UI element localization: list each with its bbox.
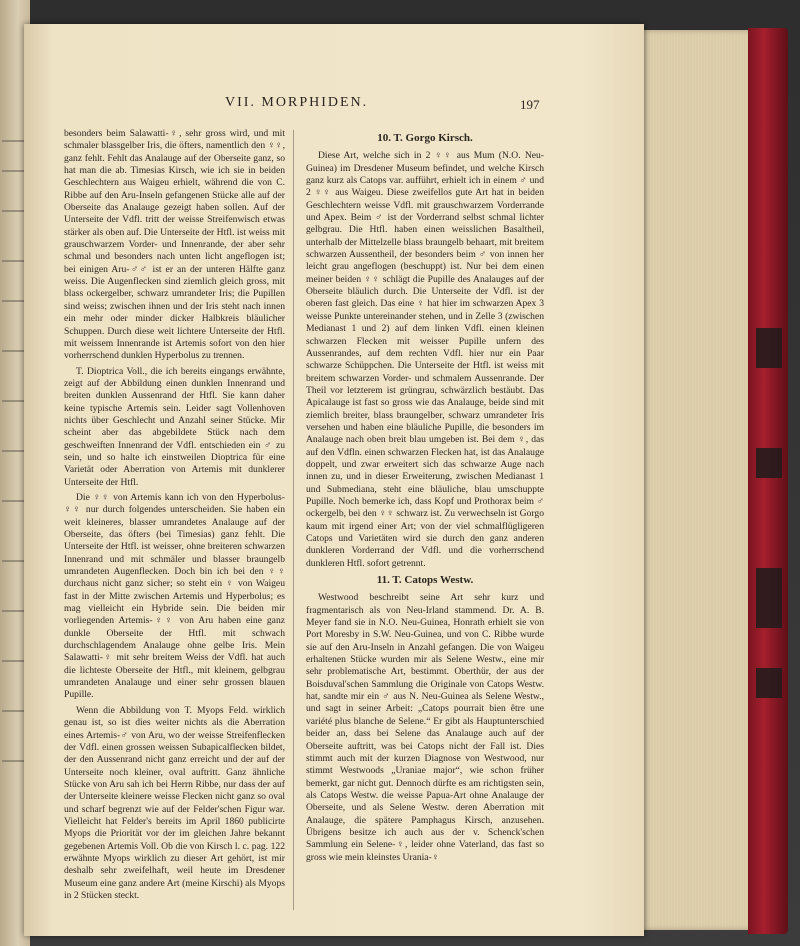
section-heading: 11. T. Catops Westw. [376,574,474,587]
paragraph: Wenn die Abbildung von T. Myops Feld. wirklich genau ist, so ist dies weiter nichts als die Aberration eines Artemis-♂ von Aru, wo der weisse Streifenflecken der Vdfl. einen grossen weissen Subapicalflecken bildet, der den Aussenrand nicht ganz erreicht und der auf der Unterseite noch kleiner, oval auftritt. Ganz ähnliche Stücke von Aru sah ich bei Herrn Ribbe, nur dass der auf der Unterseite kleinere weisse Flecken nicht ganz so oval und scharf begrenzt wie auf der Felder'schen Figur war. Vielleicht hat Felder's bereits im April 1860 publicirte Myops die Priorität vor der im gleichen Jahre bekannt gegebenen Artemis Voll. Ob die von Kirsch l. c. pag. 122 erwähnte Myops wirklich zu dieser Art gehört, ist mir deshalb sehr zweifelhaft, weil heute im Dresdener Museum eine ganz andere Art (meine Kirschi) als Myops in 2 Stücken steckt. [64,704,285,901]
section-heading: 10. T. Gorgo Kirsch. [377,132,473,144]
page-number: 197 [520,97,540,112]
left-column [64,128,285,905]
paragraph: besonders beim Salawatti-♀, sehr gross wird, und mit schmaler blassgelber Iris, die öfters, namentlich den ♀♀, ganz fehlt. Fehlt das Analauge auf der Oberseite ganz, so hat man die ab. Timesias Kirsch, wie ich sie in beiden Geschlechtern aus Waigeu erhielt, während die von C. Ribbe auf den Aru-Inseln gefangenen Stücke alle auf der Oberseite das Analauge gezeigt haben sollen. Auf der Unterseite der Vdfl. tritt der weisse Streifenwisch etwas stärker als oben auf. Die Unterseite der Htfl. ist weiss mit grauschwarzem Vorder- und Innenrande, der aber sehr schmal und besonders nach unten licht angeflogen ist; bei einigen Aru-♂♂ ist er an der unteren Hälfte ganz weiss. Die Augenflecken sind ziemlich gleich gross, mit blass ockergelber, schwarz umrandeter Iris; die Pupillen sind weiss; zwischen ihnen und der Iris steht nach innen ein mehr oder minder dicker Halbkreis bläulicher Schuppen. Durch diese weit lichtere Unterseite der Htfl. mit weissem Innenrande ist Artemis sofort von den hier vorherrschend dunklen Hyperbolus zu trennen. [64,128,285,362]
paragraph: T. Dioptrica Voll., die ich bereits eingangs erwähnte, zeigt auf der Abbildung einen dunklen Innenrand und breiten dunklen Aussenrand der Htfl. Sie kann daher keine typische Artemis sein. Leider sagt Vollenhoven nichts über Geschlecht und Anzahl seiner Stücke. Mir scheint aber das abgebildete Stück nach dem geschweiften Innenrand der Vdfl. entschieden ein ♂ zu sein, und so halte ich einstweilen Dioptrica für eine Varietät oder Aberration von Artemis mit dunklerer Unterseite der Htfl. [64,365,285,488]
running-title: VII. MORPHIDEN. [225,95,369,110]
column-divider [293,130,294,910]
paragraph: Diese Art, welche sich in 2 ♀♀ aus Mum (N.O. Neu-Guinea) im Dresdener Museum befindet, und welche Kirsch ganz kurz als Catops var. aufführt, erhielt ich in einem ♂ und 2 ♀♀ aus Waigeu. Diese zweifellos gute Art hat in beiden Geschlechtern weisse Vdfl. mit grauschwarzem Vorderrande und Apex. Beim ♂ ist der Vorderrand selbst schmal lichter gelbgrau. Die Htfl. haben einen weisslichen Basaltheil, unterhalb der Mittelzelle blass braungelb behaart, mit breitem schwarzen Aussentheil, der besonders beim ♂ von innen her leicht grau angeflogen (beschuppt) ist. Nur bei dem einen meiner beiden ♀♀ schlägt die Pupille des Analauges auf der Oberseite bläulich durch. Die Unterseite der Vdfl. ist der oberen fast gleich. Das eine ♀ hat hier im schwarzen Apex 3 weisse Punkte untereinander stehen, und in Zelle 3 (zwischen Medianast 1 und 2) auf dem linken Vdfl. einen kleinen schwarzen Flecken mit weisser Pupille unfern des Aussenrandes, auf dem rechten Vdfl. hier nur ein Paar schwarze Schüppchen. Die Unterseite der Htfl. ist weiss mit breitem schwarzen Vorder- und schmalem Aussenrande. Der Theil vor letzterem ist grüngrau, schwärzlich bestäubt. Das Apicalauge ist fast so gross wie das Analauge, beide sind mit ziemlich breiter, blass braungelber, schwarz umrandeter Iris versehen und haben eine bläuliche Pupille, die besonders im Analauge nach oben breit blau umgeben ist. Bei dem ♀, das auf den Vdfln. einen schwarzen Flecken hat, ist das Analauge doppelt, und zwar erweitert sich das schwarze Auge nach innen zu, und in dieser Erweiterung, zwischen Medianast 1 und Submediana, steht eine bläuliche, blau umschuppte Pupille. Noch bemerke ich, dass Kopf und Prothorax beim ♂ ockergelb, bei den ♀♀ schwarz ist. Zu verwechseln ist Gorgo kaum mit irgend einer Art; von der viel schmalflügligeren Catops und Varietäten wird sie durch den ganz anderen dunkleren Vorderrand der Vdfl. und die vorherrschend dunkleren Htfl. sofort getrennt. [306,150,544,569]
paragraph: Die ♀♀ von Artemis kann ich von den Hyperbolus-♀♀ nur durch folgendes unterscheiden. Sie haben ein weit kleineres, blasser umrandetes Analauge auf der Oberseite, das öfters (bei Timesias) ganz fehlt. Die Unterseite der Htfl. ist weisser, ohne breiteren schwarzen Innenrand und mit schmäler und blasser braungelb umrandeten Augenflecken. Doch bin ich bei den ♀♀ durchaus nicht ganz sicher; so steht ein ♀ von Waigeu fast in der Mitte zwischen Artemis und Hyperbolus; es mag vielleicht ein Hybride sein. Die beiden mir vorliegenden Artemis-♀♀ von Aru haben eine ganz dunkle Oberseite der Htfl. mit schwach durchschlagendem Analauge ohne gelbe Iris. Mein Salawatti-♀ mit sehr breitem Weiss der Vdfl. hat auch die lichteste Oberseite der Htfl., mit kleinem, gelbgrau umrandeten Analauge und einer sehr grossen blauen Pupille. [64,491,285,701]
page-header [50,95,570,115]
right-column [306,128,544,867]
page-edges [640,30,750,930]
paragraph: Westwood beschreibt seine Art sehr kurz und fragmentarisch als von Neu-Irland stammend. Dr. A. B. Meyer fand sie in N.O. Neu-Guinea, Honrath erhielt sie von Port Moresby in S.W. Neu-Guinea, und von C. Ribbe wurde sie auf den Aru-Inseln in Anzahl gefangen. Die von Waigeu erhaltenen Stücke wurden mir als Selene Westw., eine mir sehr problematische Art, bestimmt. Oberthür, der aus der Boisduval'schen Sammlung die Originale von Catops Westw. hat, sandte mir ein ♂ aus N. Neu-Guinea als Selene Westw., und sagt in seiner Arbeit: „Catops pourrait bien être une variété plus blanche de Selene.“ Er gibt als Hauptunterschied beider an, dass bei Selene das Analauge auch auf der Oberseite auftritt, was bei Catops nicht der Fall ist. Dies stimmt auch mit der kurzen Diagnose von Westwood, nur stimmt Westwoods „Uraniae major“, wie schon früher bemerkt, gar nicht gut. Dennoch dürfte es am richtigsten sein, als Catops Westw. die weisse Papua-Art ohne Analauge der Oberseite, und als Selene Westw. deren Aberration mit Analauge, die spätere Pamphagus Kirsch, anzusehen. Übrigens besitze ich auch aus der v. Schenck'schen Sammlung ein Selene-♀, leider ohne Vaterland, das fast so gross wie mein kleinstes Urania-♀ [306,592,544,863]
book-cover [748,28,788,934]
